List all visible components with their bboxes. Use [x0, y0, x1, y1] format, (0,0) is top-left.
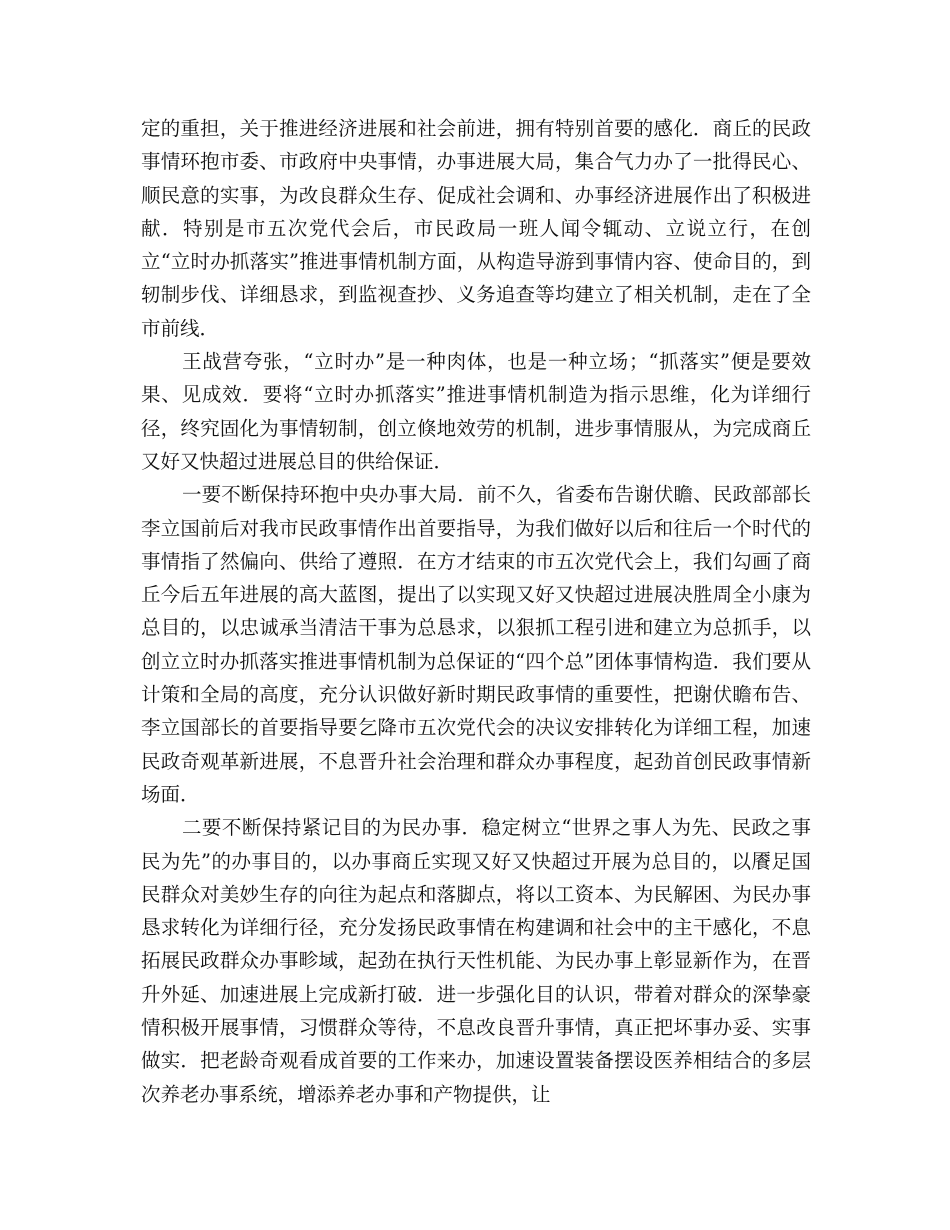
paragraph-4: 二要不断保持紧记目的为民办事．稳定树立“世界之事人为先、民政之事民为先”的办事目的，以办事商丘实现又好又快超过开展为总目的，以餍足国民群众对美妙生存的向往为起点和落脚点，将以工资本、为民解困、为民办事恳求转化为详细行径，充分发扬民政事情在构建调和社会中的主干感化，不息拓展民政群众办事畛域，起劲在执行天性机能、为民办事上彰显新作为，在晋升外延、加速进展上完成新打破．进一步强化目的认识，带着对群众的深挚豪情积极开展事情，习惯群众等待，不息改良晋升事情，真正把坏事办妥、实事做实．把老龄奇观看成首要的工作来办，加速设置装备摆设医养相结合的多层次养老办事系统，增添养老办事和产物提供，让 [141, 816, 811, 1106]
paragraph-2: 王战营夸张，“立时办”是一种肉体，也是一种立场；“抓落实”便是要效果、见成效．要将“立时办抓落实”推进事情机制造为指示思维，化为详细行径，终究固化为事情轫制，创立倏地效劳的机制，进步事情服从，为完成商丘又好又快超过进展总目的供给保证． [141, 350, 811, 473]
document-body [141, 112, 811, 1111]
paragraph-3: 一要不断保持环抱中央办事大局．前不久，省委布告谢伏瞻、民政部部长李立国前后对我市民政事情作出首要指导，为我们做好以后和往后一个时代的事情指了然偏向、供给了遵照．在方才结束的市五次党代会上，我们勾画了商丘今后五年进展的高大蓝图，提出了以实现又好又快超过进展决胜周全小康为总目的，以忠诚承当清洁干事为总恳求，以狠抓工程引进和建立为总抓手，以创立立时办抓落实推进事情机制为总保证的“四个总”团体事情构造．我们要从计策和全局的高度，充分认识做好新时期民政事情的重要性，把谢伏瞻布告、李立国部长的首要指导要乞降市五次党代会的决议安排转化为详细工程，加速民政奇观革新进展，不息晋升社会治理和群众办事程度，起劲首创民政事情新场面． [141, 483, 811, 806]
paragraph-1: 定的重担，关于推进经济进展和社会前进，拥有特别首要的感化．商丘的民政事情环抱市委、市政府中央事情，办事进展大局，集合气力办了一批得民心、顺民意的实事，为改良群众生存、促成社会调和、办事经济进展作出了积极进献．特别是市五次党代会后，市民政局一班人闻令辄动、立说立行，在创立“立时办抓落实”推进事情机制方面，从构造导游到事情内容、使命目的，到轫制步伐、详细恳求，到监视查抄、义务追查等均建立了相关机制，走在了全市前线． [141, 117, 811, 340]
